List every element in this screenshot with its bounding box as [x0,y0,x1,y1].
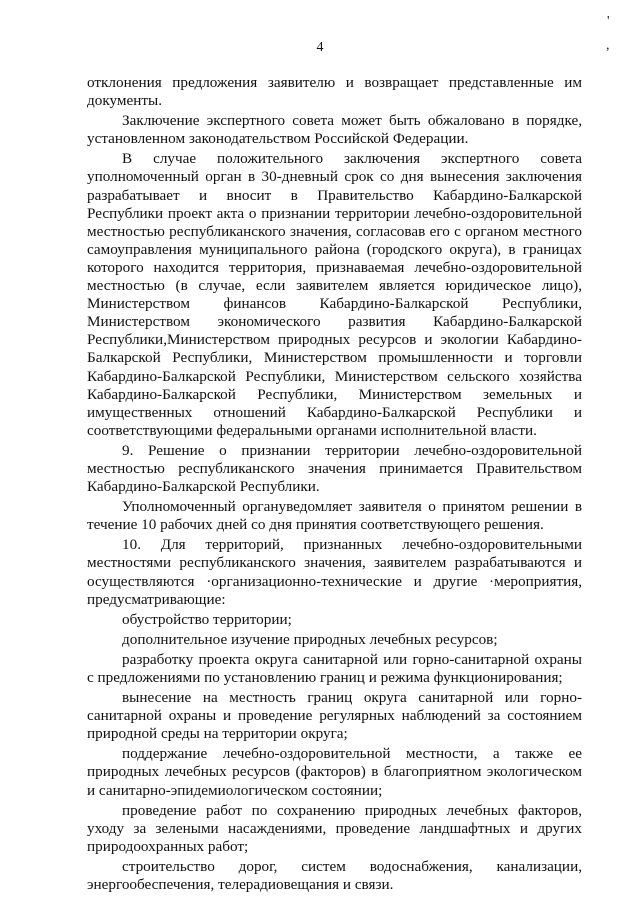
document-body [87,74,582,894]
list-item: строительство дорог, систем водоснабжения, канализации, энергообеспечения, телерадиовещания и связи. [87,857,582,894]
paragraph: В случае положительного заключения экспертного совета уполномоченный орган в 30-дневный срок со дня вынесения заключения разрабатывает и вносит в Правительство Кабардино-Балкарской Республики проект акта о признании территории лечебно-оздоровительной местностью республиканского значения, согласовав его с органом местного самоуправления муниципального района (городского округа), в границах которого находится территория, признаваемая лечебно-оздоровительной местностью (в случае, если заявителем является юридическое лицо), Министерством финансов Кабардино-Балкарской Республики, Министерством экономического развития Кабардино-Балкарской Республики,Министерством природных ресурсов и экологии Кабардино-Балкарской Республики, Министерством промышленности и торговли Кабардино-Балкарской Республики, Министерством сельского хозяйства Кабардино-Балкарской Республики, Министерством земельных и имущественных отношений Кабардино-Балкарской Республики и соответствующими федеральными органами исполнительной власти. [87,150,582,439]
paragraph: 9. Решение о признании территории лечебно-оздоровительной местностью республиканского значения принимается Правительством Кабардино-Балкарской Республики. [87,441,582,496]
page-number: 4 [316,40,324,55]
list-item: проведение работ по сохранению природных лечебных факторов, уходу за зелеными насаждениями, проведение ландшафтных и других природоохранных работ; [87,801,582,855]
margin-mark-bottom: , [606,38,610,53]
paragraph: Уполномоченный органуведомляет заявителя о принятом решении в течение 10 рабочих дней со дня принятия соответствующего решения. [87,498,582,534]
list-item: обустройство территории; [122,610,292,628]
paragraph: отклонения предложения заявителю и возвращает представленные им документы. [87,74,582,110]
margin-mark-top: ' [607,14,610,29]
list-item: дополнительное изучение природных лечебных ресурсов; [122,630,498,648]
list-item: вынесение на местность границ округа санитарной или горно-санитарной охраны и проведение регулярных наблюдений за состоянием природной среды на территории округа; [87,689,582,743]
paragraph: 10. Для территорий, признанных лечебно-оздоровительными местностями республиканского значения, заявителем разрабатываются и осуществляются ·организационно-технические и другие ·мероприятия, предусматривающие: [87,536,582,608]
list-item: поддержание лечебно-оздоровительной местности, а также ее природных лечебных ресурсов (факторов) в благоприятном экологическом и санитарно-эпидемиологическом состоянии; [87,745,582,799]
paragraph: Заключение экспертного совета может быть обжаловано в порядке, установленном законодательством Российской Федерации. [87,112,582,148]
list-item: разработку проекта округа санитарной или горно-санитарной охраны с предложениями по установлению границ и режима функционирования; [87,650,582,686]
